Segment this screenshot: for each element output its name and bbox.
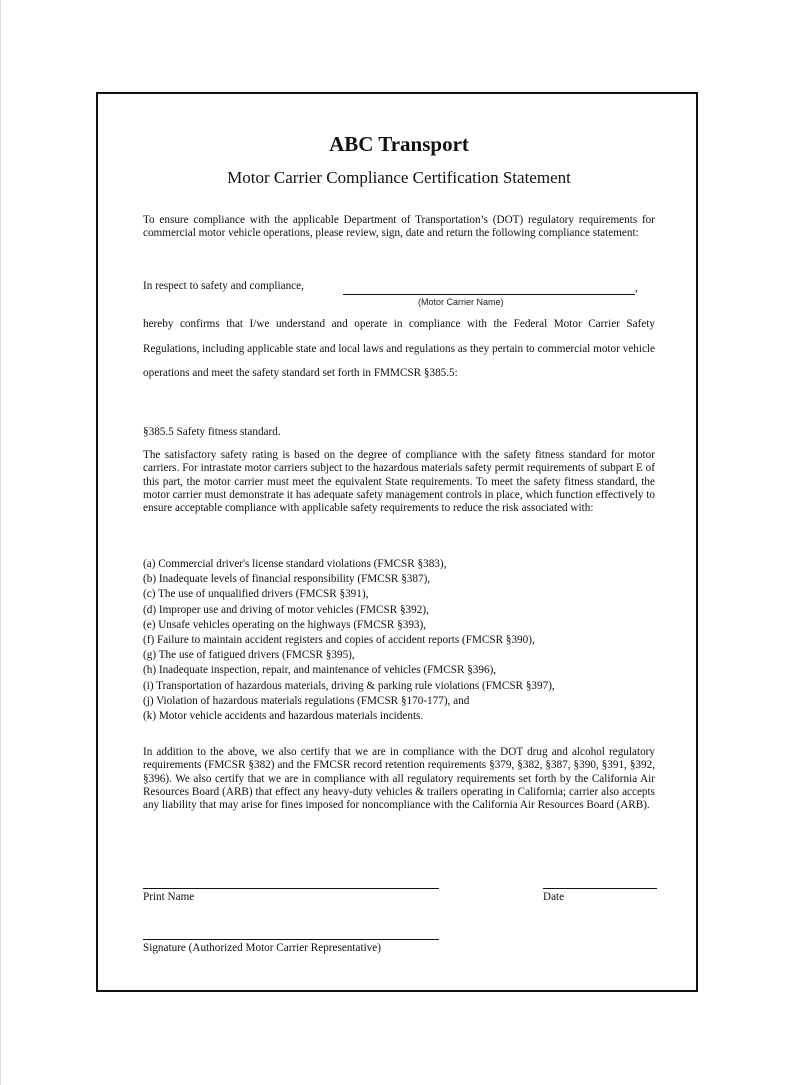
date-label: Date [543, 891, 565, 903]
violation-item: (h) Inadequate inspection, repair, and maintenance of vehicles (FMCSR §396), [143, 664, 497, 677]
respect-label: In respect to safety and compliance, [143, 280, 304, 292]
intro-paragraph: To ensure compliance with the applicable Department of Transportation’s (DOT) regulatory requirements for commercial motor vehicle operations, please review, sign, date and return the following compliance statement: [143, 214, 655, 240]
document-subtitle: Motor Carrier Compliance Certification Statement [227, 168, 571, 187]
violation-item: (d) Improper use and driving of motor vehicles (FMCSR §392), [143, 603, 429, 616]
violation-item: (j) Violation of hazardous materials regulations (FMCSR §170-177), and [143, 694, 470, 707]
company-title: ABC Transport [329, 132, 469, 156]
violation-item: (f) Failure to maintain accident registers and copies of accident reports (FMCSR §390), [143, 634, 535, 647]
violation-item: (k) Motor vehicle accidents and hazardous materials incidents. [143, 710, 424, 723]
violation-item: (c) The use of unqualified drivers (FMCSR §391), [143, 588, 369, 601]
document-page [96, 92, 698, 992]
violation-item: (a) Commercial driver's license standard violations (FMCSR §383), [143, 558, 447, 570]
print-name-label: Print Name [143, 891, 195, 903]
violation-item: (b) Inadequate levels of financial responsibility (FMCSR §387), [143, 573, 431, 586]
signature-label: Signature (Authorized Motor Carrier Representative) [143, 942, 381, 954]
safety-standard-paragraph: The satisfactory safety rating is based on the degree of compliance with the safety fitness standard for motor carriers. For intrastate motor carriers subject to the hazardous materials safety permit requirements of subpart E of this part, the motor carrier must meet the equivalent State requirements. To meet the safety fitness standard, the motor carrier must demonstrate it has adequate safety management controls in place, which function effectively to ensure acceptable compliance with applicable safety requirements to reduce the risk associated with: [143, 449, 655, 515]
violation-item: (e) Unsafe vehicles operating on the highways (FMCSR §393), [143, 618, 427, 631]
confirmation-paragraph: hereby confirms that I/we understand and operate in compliance with the Federal Motor Carrier Safety Regulations, including applicable state and local laws and regulations as they pertain to commercial motor vehicle operations and meet the safety standard set forth in FMMCSR §385.5: [143, 318, 655, 379]
signature-field[interactable] [143, 939, 439, 940]
section-heading: §385.5 Safety fitness standard. [143, 426, 281, 438]
violations-list [143, 557, 655, 724]
additional-certification-paragraph: In addition to the above, we also certify that we are in compliance with the DOT drug and alcohol regulatory requirements (FMCSR §382) and the FMCSR record retention requirements §379, §382, §387, §390, §391, §392, §396). We also certify that we are in compliance with all regulatory requirements set forth by the California Air Resources Board (ARB) that effect any heavy-duty vehicles & trailers operating in California; carrier also accepts any liability that may arise for fines imposed for noncompliance with the California Air Resources Board (ARB). [143, 746, 655, 812]
violation-item: (g) The use of fatigued drivers (FMCSR §395), [143, 649, 355, 662]
motor-carrier-name-field[interactable] [343, 294, 635, 295]
violation-item: (i) Transportation of hazardous materials, driving & parking rule violations (FMCSR §397), [143, 679, 555, 692]
print-name-field[interactable] [143, 888, 439, 889]
carrier-name-row [143, 280, 655, 310]
comma-mark: , [635, 282, 638, 294]
page-edge [0, 0, 1, 1085]
motor-carrier-name-caption: (Motor Carrier Name) [418, 297, 504, 307]
date-field[interactable] [543, 888, 657, 889]
